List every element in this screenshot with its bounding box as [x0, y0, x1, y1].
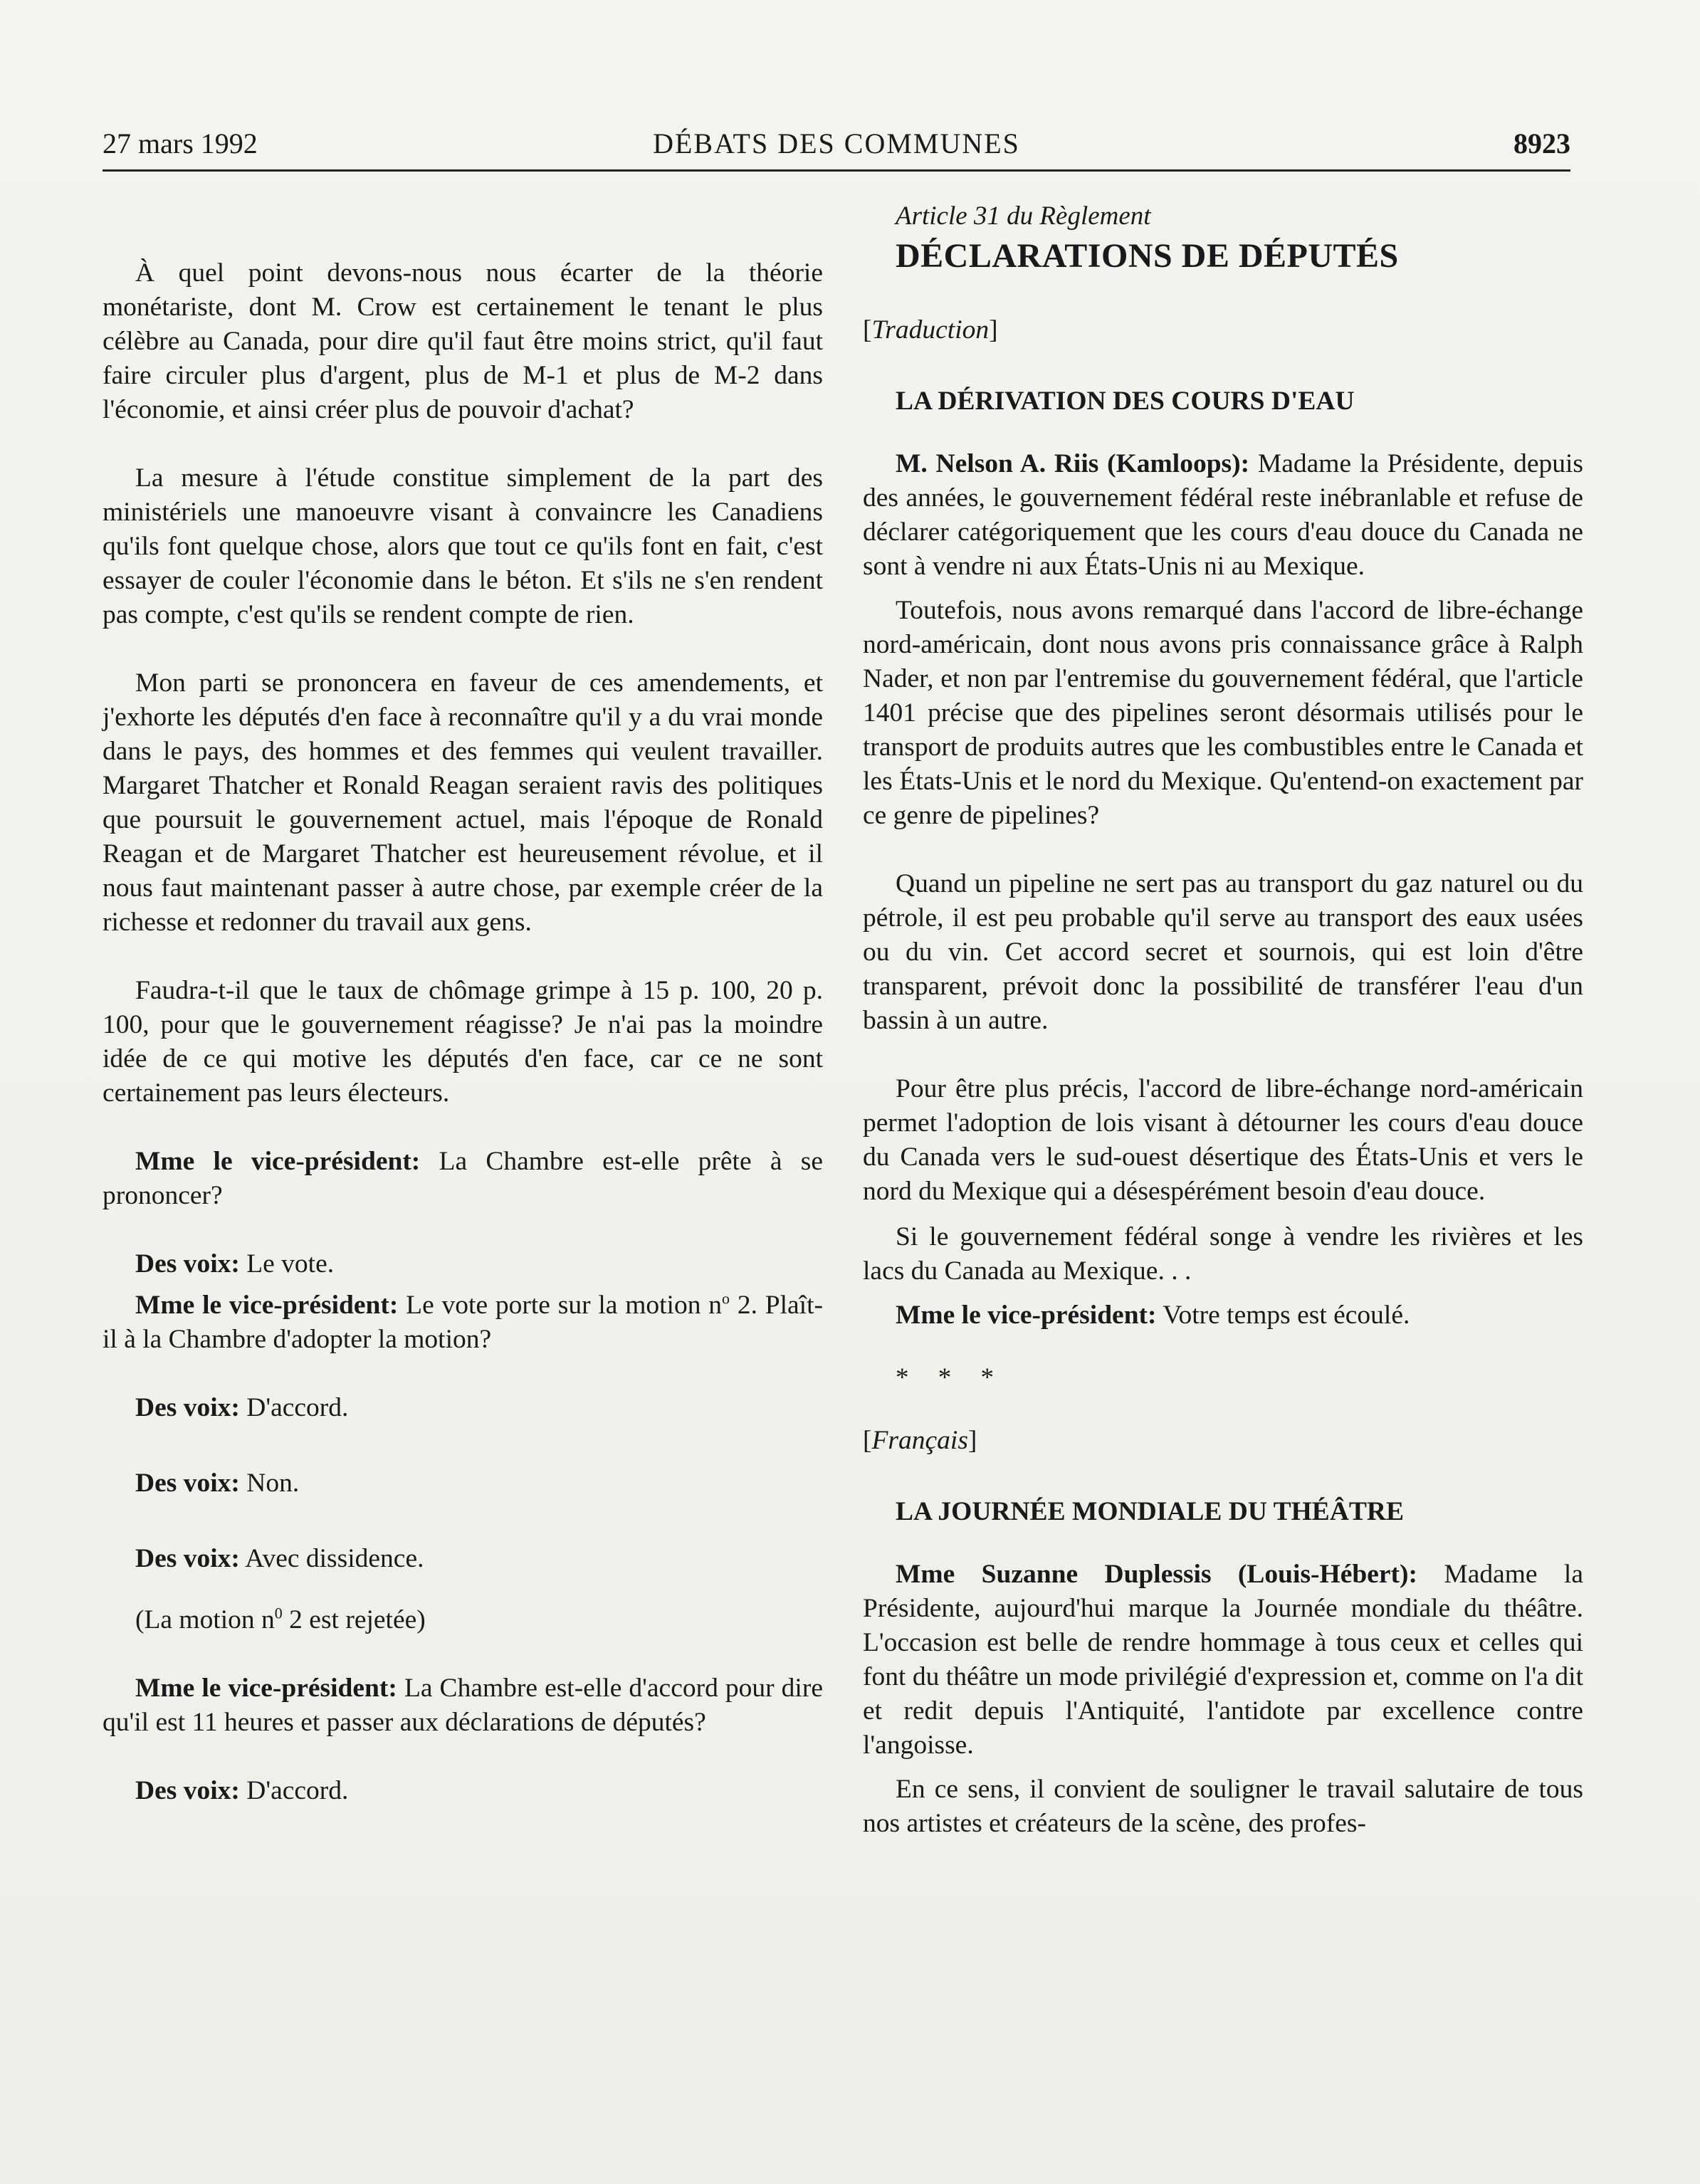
page-number: 8923: [1513, 127, 1570, 159]
speech-text: Le vote porte sur la motion n: [398, 1291, 723, 1320]
speech-text: Le vote.: [239, 1249, 335, 1279]
speaker-name: Des voix:: [135, 1776, 240, 1805]
speaker-name: Des voix:: [135, 1393, 240, 1422]
speech: [103, 1671, 823, 1740]
speech: [103, 1542, 823, 1576]
speaker-name: Mme le vice-président:: [135, 1674, 397, 1703]
language-tag-text: Traduction: [871, 315, 990, 345]
language-tag: [Traduction]: [863, 315, 998, 345]
motion-text: (La motion n: [135, 1605, 275, 1634]
paragraph: La mesure à l'étude constitue simplement de la part des ministériels une manoeuvre visant à convaincre les Canadiens qu'ils font quelque chose, alors que tout ce qu'ils font en fait, c'est essayer de couler l'économie dans le béton. Et s'ils ne s'en rendent pas compte, c'est qu'ils se rendent compte de rien.: [103, 463, 823, 629]
page-header: [103, 127, 1570, 169]
speaker-name: Des voix:: [135, 1249, 240, 1279]
speech-text: Madame la Présidente, depuis des années, le gouvernement fédéral reste inébranlable et refuse de déclarer catégoriquement que les cours d'eau douce du Canada ne sont à vendre ni aux États-Unis ni au Mexique.: [863, 449, 1583, 581]
paragraph: Toutefois, nous avons remarqué dans l'accord de libre-échange nord-américain, dont nous avons pris connaissance grâce à Ralph Nader, et non par l'entremise du gouvernement fédéral, que l'article 1401 précise que des pipelines seront désormais utilisés pour le transport de produits autres que les combustibles entre le Canada et les États-Unis et le nord du Mexique. Qu'entend-on exactement par ce genre de pipelines?: [863, 596, 1583, 830]
speech-text: Non.: [239, 1469, 300, 1498]
heading-water-diversion: LA DÉRIVATION DES COURS D'EAU: [896, 387, 1355, 416]
paragraph: Quand un pipeline ne sert pas au transport du gaz naturel ou du pétrole, il est peu probable qu'il serve au transport des eaux usées ou du vin. Cet accord secret et sournois, qui est loin d'être transparent, prévoit donc la possibilité de transférer l'eau d'un bassin à un autre.: [863, 869, 1583, 1035]
motion-result: [103, 1603, 823, 1637]
speech: [103, 1288, 823, 1357]
speech-text: Madame la Présidente, aujourd'hui marque la Journée mondiale du théâtre. L'occasion est belle de rendre hommage à tous ceux et celles qui font du théâtre un mode privilégié d'expression et, comme on l'a dit et redit depuis l'Antiquité, l'antidote par excellence contre l'angoisse.: [863, 1560, 1583, 1760]
speech-text: Avec dissidence.: [239, 1544, 424, 1573]
header-rule: [103, 169, 1570, 172]
header-date: 27 mars 1992: [103, 127, 258, 159]
paragraph: À quel point devons-nous nous écarter de la théorie monétariste, dont M. Crow est certainement le tenant le plus célèbre au Canada, pour dire qu'il faut être moins strict, qu'il faut faire circuler plus d'argent, plus de M-1 et plus de M-2 dans l'économie, et ainsi créer plus de pouvoir d'achat?: [103, 258, 823, 424]
speech: [103, 1247, 823, 1281]
speaker-name: Mme le vice-président:: [896, 1301, 1157, 1330]
paragraph: En ce sens, il convient de souligner le travail salutaire de tous nos artistes et créateurs de la scène, des profes-: [863, 1775, 1583, 1838]
motion-text: 2 est rejetée): [282, 1605, 426, 1634]
speaker-name: Mme le vice-président:: [135, 1291, 399, 1320]
speech: [863, 1298, 1583, 1333]
paragraph: Pour être plus précis, l'accord de libre-échange nord-américain permet l'adoption de lois visant à détourner les cours d'eau douce du Canada vers le sud-ouest désertique des États-Unis et vers le nord du Mexique qui a désespérément besoin d'eau douce.: [863, 1074, 1583, 1206]
speech-text: D'accord.: [239, 1776, 349, 1805]
superscript: o: [722, 1289, 730, 1308]
speech-text: Votre temps est écoulé.: [1156, 1301, 1410, 1330]
speech: [103, 1774, 823, 1808]
right-column: [863, 199, 1583, 1841]
speech: [863, 447, 1583, 584]
section-separator: * * *: [896, 1363, 1005, 1392]
speaker-name: Mme Suzanne Duplessis (Louis-Hébert):: [896, 1560, 1417, 1589]
paragraph: Mon parti se prononcera en faveur de ces amendements, et j'exhorte les députés d'en face à reconnaître qu'il y a du vrai monde dans le pays, des hommes et des femmes qui veulent travailler. Margaret Thatcher et Ronald Reagan seraient ravis des politiques que poursuit le gouvernement actuel, mais l'époque de Ronald Reagan et de Margaret Thatcher est heureusement révolue, et il nous faut maintenant passer à autre chose, par exemple créer de la richesse et redonner du travail aux gens.: [103, 668, 823, 937]
paragraph: Si le gouvernement fédéral songe à vendre les rivières et les lacs du Canada au Mexique. . .: [863, 1222, 1583, 1286]
left-column: [103, 199, 823, 1808]
paragraph: Faudra-t-il que le taux de chômage grimpe à 15 p. 100, 20 p. 100, pour que le gouvernement réagisse? Je n'ai pas la moindre idée de ce qui motive les députés d'en face, car ce ne sont certainement pas leurs électeurs.: [103, 976, 823, 1108]
language-tag-text: Français: [871, 1426, 968, 1455]
article-reference: Article 31 du Règlement: [896, 201, 1151, 231]
heading-world-theatre-day: LA JOURNÉE MONDIALE DU THÉÂTRE: [896, 1497, 1405, 1526]
speech: [103, 1466, 823, 1501]
speaker-name: M. Nelson A. Riis (Kamloops):: [896, 449, 1250, 478]
speaker-name: Des voix:: [135, 1544, 240, 1573]
speech-text: La Chambre est-elle d'accord pour dire qu'il est 11 heures et passer aux déclarations de députés?: [103, 1674, 823, 1737]
superscript: 0: [274, 1604, 283, 1622]
speech: [103, 1145, 823, 1213]
speaker-name: Des voix:: [135, 1469, 240, 1498]
language-tag: [Français]: [863, 1426, 977, 1455]
header-title: DÉBATS DES COMMUNES: [653, 127, 1020, 159]
speech-text: 2. Plaît-il à la Chambre d'adopter la motion?: [103, 1291, 823, 1354]
speech: [103, 1391, 823, 1425]
speech: [863, 1558, 1583, 1763]
section-title: DÉCLARATIONS DE DÉPUTÉS: [896, 237, 1399, 275]
speaker-name: Mme le vice-président:: [135, 1147, 421, 1176]
speech-text: D'accord.: [239, 1393, 349, 1422]
speech-text: La Chambre est-elle prête à se prononcer?: [103, 1147, 823, 1210]
